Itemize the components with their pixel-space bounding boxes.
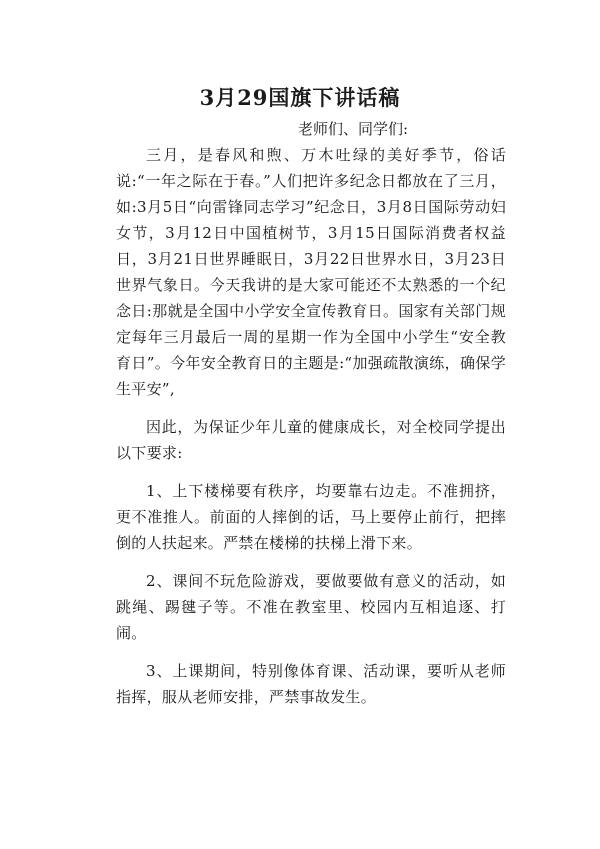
salutation: 老师们、同学们: — [298, 120, 409, 138]
document-title: 3月29国旗下讲话稿 — [199, 85, 401, 110]
paragraph-intro: 三月，是春风和煦、万木吐绿的美好季节，俗话说:“一年之际在于春。”人们把许多纪念日都放在了三月，如:3月5日“向雷锋同志学习”纪念日，3月8日国际劳动妇女节，3月12日中国植树节，3月15日国际消费者权益日，3月21日世界睡眠日，3月22日世界水日，3月23日世界气象日。今天我讲的是大家可能还不太熟悉的一个纪念日:那就是全国中小学安全宣传教育日。国家有关部门规定每年三月最后一周的星期一作为全国中小学生“安全教育日”。今年安全教育日的主题是:“加强疏散演练，确保学生平安”, — [116, 146, 506, 398]
paragraph-requirements-intro: 因此，为保证少年儿童的健康成长，对全校同学提出以下要求: — [116, 418, 506, 462]
paragraph-rule-1: 1、上下楼梯要有秩序，均要靠右边走。不准拥挤，更不准推人。前面的人摔倒的话，马上要停止前行，把摔倒的人扶起来。严禁在楼梯的扶梯上滑下来。 — [116, 482, 506, 552]
paragraph-rule-2: 2、课间不玩危险游戏，要做要做有意义的活动，如跳绳、踢毽子等。不准在教室里、校园内互相追逐、打闹。 — [116, 572, 506, 642]
document-body — [116, 142, 506, 710]
paragraph-rule-3: 3、上课期间，特别像体育课、活动课，要听从老师指挥，服从老师安排，严禁事故发生。 — [116, 662, 506, 706]
